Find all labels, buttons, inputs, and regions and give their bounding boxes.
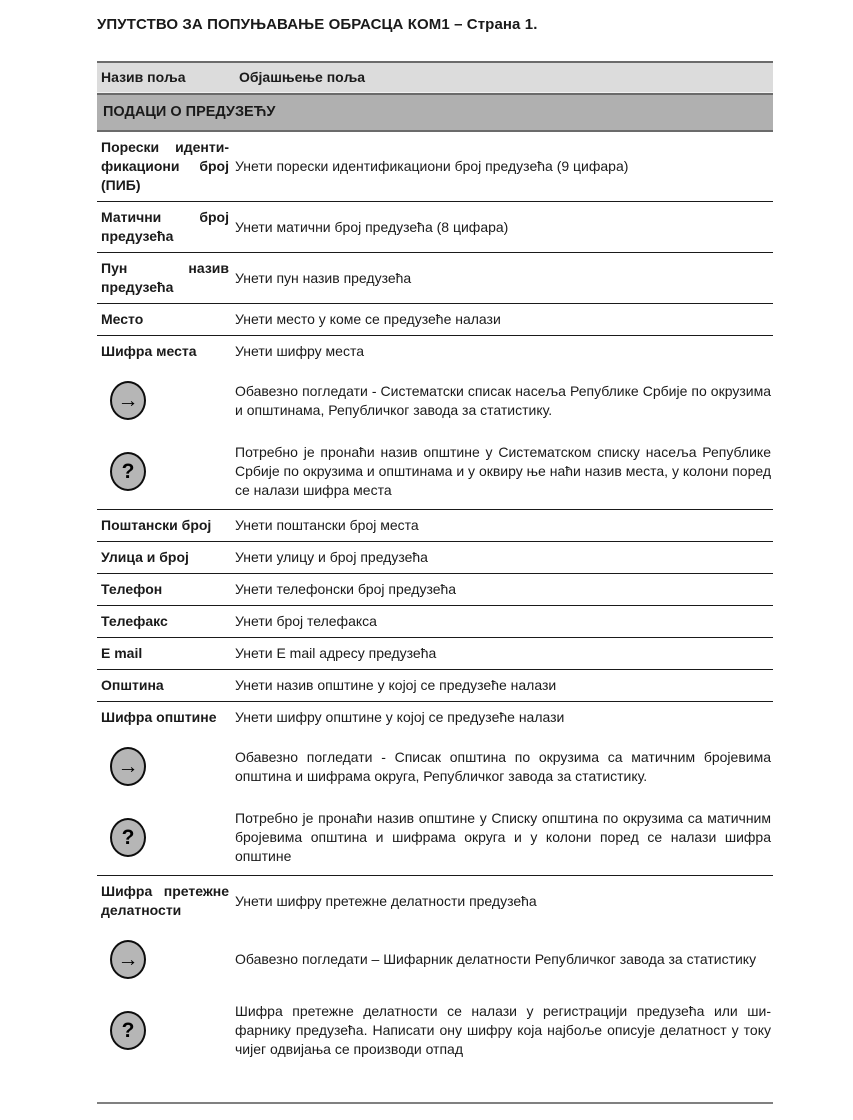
table-row [97,670,773,702]
field-name: Општина [101,677,164,693]
field-name: Шифра општине [101,709,217,725]
field-explanation: Унети назив општине у којој се предузеће налази [235,677,557,693]
table-bottom-border [97,1068,773,1104]
mandatory-reference-note [97,747,773,795]
mandatory-reference-note [97,381,773,429]
table-row [97,542,773,574]
table-row [97,202,773,253]
table-row [97,253,773,304]
table-row [97,606,773,638]
field-explanation: Унети матични број предузећа (8 цифара) [235,218,509,235]
field-explanation: Унети шифру општине у којој се предузеће налази [235,709,565,725]
question-icon: ? [110,818,146,857]
field-explanation: Унети место у коме се предузеће налази [235,311,501,327]
table-row [97,574,773,606]
table-row [97,876,773,1068]
field-name: Матични број предузећа [101,209,229,244]
field-name: E mail [101,645,143,661]
table-row [97,510,773,542]
instructions-table [97,61,773,1104]
column-header-field-name: Назив поља [101,69,186,85]
table-row [97,638,773,670]
field-name: Телефакс [101,613,168,629]
field-explanation: Унети шифру места [235,343,364,359]
note-text: Шифра претежне делатности се налази у регистрацији предузећа или ши-фарнику предузећа. Написати ону шифру која најбоље описује делатност у току чијег одвијања се производи отпад [235,1003,771,1057]
page-title: УПУТСТВО ЗА ПОПУЊАВАЊЕ ОБРАСЦА КОМ1 – Страна 1. [97,16,538,33]
arrow-icon: → [110,381,146,420]
column-header-field-explanation: Објашњење поља [239,69,366,85]
field-explanation: Унети поштански број места [235,517,419,533]
field-name: Улица и број [101,549,189,565]
note-text: Потребно је пронаћи назив општине у Списку општина по окрузима са матичним бројевима општина и шифрама округа и у колони поред се налази шифра општине [235,810,771,864]
field-name: Поштански број [101,517,212,533]
question-icon: ? [110,1011,146,1050]
table-header-row [97,63,773,93]
arrow-icon: → [110,940,146,979]
help-note [97,809,773,875]
field-name: Порески иденти-фикациони број (ПИБ) [101,139,229,193]
table-row [97,336,773,510]
help-note [97,443,773,509]
field-explanation: Унети порески идентификациони број предузећа (9 цифара) [235,158,629,174]
section-header-company-data: ПОДАЦИ О ПРЕДУЗЕЋУ [97,93,773,132]
field-explanation: Унети телефонски број предузећа [235,581,457,597]
field-explanation: Унети пун назив предузећа [235,269,412,286]
field-explanation: Унети шифру претежне делатности предузећа [235,892,537,909]
note-text: Потребно је пронаћи назив општине у Систематском списку насеља Републике Србије по окрузима и општинама и у оквиру ње наћи назив места, у колони поред се налази шифра места [235,444,771,498]
document-content [97,16,773,1104]
field-explanation: Унети E mail адресу предузећа [235,645,437,661]
field-explanation: Унети улицу и број предузећа [235,549,428,565]
table-row [97,702,773,876]
mandatory-reference-note [97,940,773,988]
question-icon: ? [110,452,146,491]
note-text: Обавезно погледати - Систематски списак насеља Републике Србије по окрузима и општинама, Републичког завода за статистику. [235,382,771,418]
table-row [97,132,773,202]
help-note [97,1002,773,1068]
note-text: Обавезно погледати - Списак општина по окрузима са матичним бројевима општина и шифрама округа, Републичког завода за статистику. [235,748,771,784]
table-row [97,304,773,336]
field-name: Шифра места [101,343,197,359]
note-text: Обавезно погледати – Шифарник делатности Републичког завода за статистику [235,951,757,967]
arrow-icon: → [110,747,146,786]
field-name: Место [101,311,144,327]
field-name: Шифра претежне делатности [101,883,229,918]
field-name: Пун назив предузећа [101,260,229,295]
field-name: Телефон [101,581,163,597]
field-explanation: Унети број телефакса [235,613,377,629]
